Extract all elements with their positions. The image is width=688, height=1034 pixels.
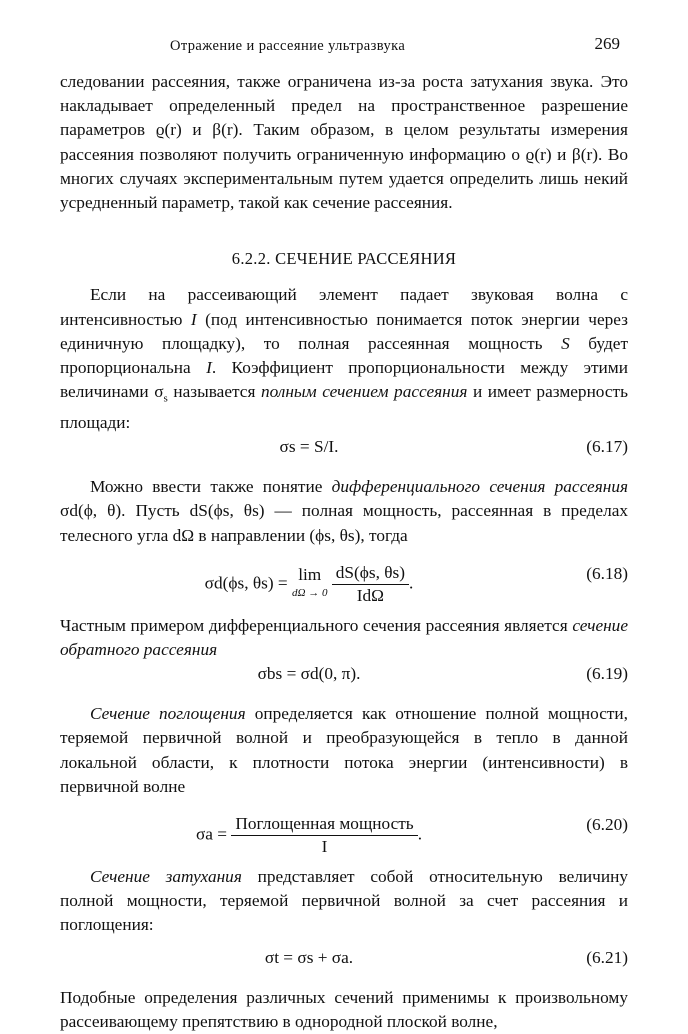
equation-body: σbs = σd(0, π). — [257, 664, 361, 684]
running-title: Отражение и рассеяние ультразвука — [170, 38, 406, 54]
equation-6-17 — [60, 435, 628, 461]
page-number: 269 — [594, 34, 620, 53]
paragraph-attenuation: Сечение затухания представляет собой относительную величину полной мощности, теряемой первичной волной за счет рассеяния и поглощения: — [60, 866, 628, 935]
paragraph-differential-cross-section: Можно ввести также понятие дифференциального сечения рассеяния σd(ϕ, θ). Пусть dS(ϕs, θs) — полная мощность, рассеянная в пределах телесного угла dΩ в направлении (ϕs, θs), тогда — [60, 477, 628, 545]
equation-6-21 — [60, 946, 628, 972]
limit-operator: lim dΩ → 0 — [291, 565, 328, 600]
equation-body: σt = σs + σa. — [264, 947, 354, 967]
equation-body: σs = S/I. — [279, 437, 339, 457]
section-title: 6.2.2. СЕЧЕНИЕ РАССЕЯНИЯ — [231, 249, 457, 269]
closing-paragraph: Подобные определения различных сечений применимы к произвольному рассеивающему препятствию в однородной плоской волне, — [60, 987, 628, 1031]
equation-body: σa = $\frac{\text{Поглощенная мощность}}{I}$ . — [195, 813, 423, 856]
running-header — [60, 28, 628, 58]
paragraph-definition-total-cross-section: Если на рассеивающий элемент падает звуковая волна с интенсивностью I (под интенсивностью понимается поток энергии через единичную площадку), то полная рассеянная мощность S будет пропорциональна I. Коэффициент пропорциональности между этими величинами $\sigma_s$ называется полным сечением рассеяния и имеет размерность площади: — [60, 285, 628, 432]
fraction: $\frac{dS(\phi s, \theta s)}{\text{IdΩ}}$ — [332, 562, 409, 607]
intro-paragraph: следовании рассеяния, также ограничена из-за роста затухания звука. Это накладывает определенный предел на пространственное разрешение параметров ϱ(r) и β(r). Таким образом, в целом результаты измерения рассеяния позволяют получить ограниченную информацию о ϱ(r) и β(r). Во многих случаях экспериментальным путем удается определить лишь некий усредненный параметр, такой как сечение рассеяния. — [60, 72, 628, 213]
equation-body: σd(ϕs, θs) = lim dΩ → 0 $\frac{dS(\phi s, \theta s)}{\text{IdΩ}}$ . — [204, 562, 414, 605]
equation-number: (6.19) — [586, 664, 628, 684]
equation-6-19 — [60, 662, 628, 688]
equation-number: (6.18) — [586, 563, 628, 583]
equation-number: (6.21) — [586, 947, 628, 967]
book-page — [60, 28, 628, 1034]
fraction: $\frac{\text{Поглощенная мощность}}{I}$ — [231, 813, 417, 858]
paragraph-backscatter: Частным примером дифференциального сечения рассеяния является сечение обратного рассеяния — [60, 615, 628, 659]
equation-number: (6.17) — [586, 437, 628, 457]
equation-number: (6.20) — [586, 814, 628, 834]
equation-6-20 — [60, 799, 628, 856]
equation-6-18 — [60, 548, 628, 605]
paragraph-absorption: Сечение поглощения определяется как отношение полной мощности, теряемой первичной волной и преобразующейся в тепло в данной локальной области, к плотности потока энергии (интенсивности) в первичной волне — [60, 704, 628, 796]
